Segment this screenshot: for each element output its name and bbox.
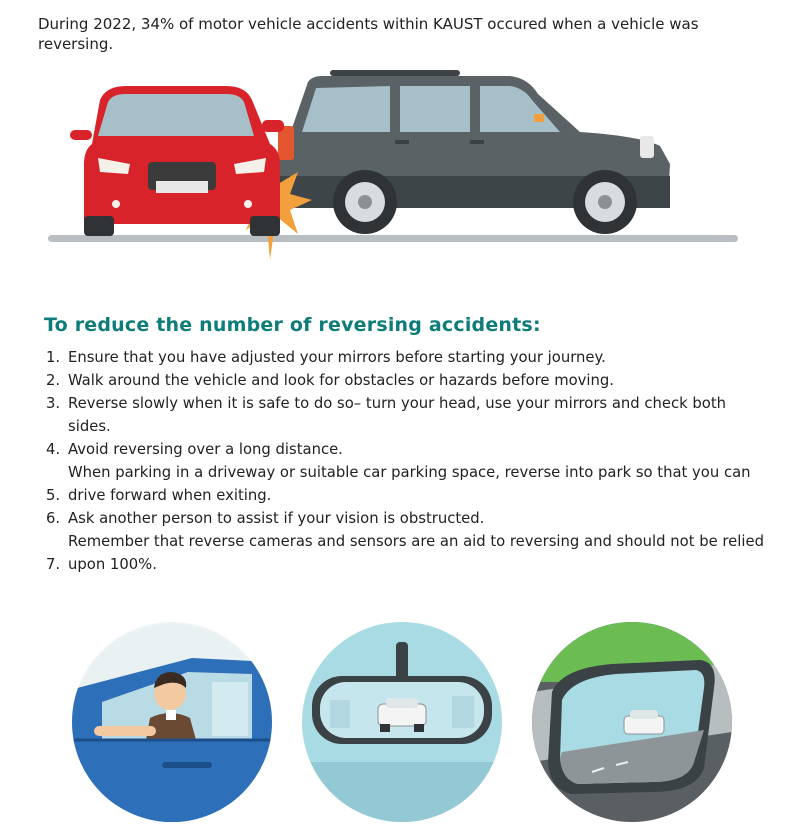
tips-list bbox=[38, 346, 764, 576]
list-item-text: Reverse slowly when it is safe to do so– turn your head, use your mirrors and check both bbox=[68, 395, 727, 412]
list-item bbox=[38, 507, 758, 530]
list-item-number: 2. bbox=[46, 372, 61, 389]
list-item-number: 3. bbox=[46, 395, 61, 412]
rearview-mirror-illustration bbox=[302, 622, 502, 822]
list-item bbox=[38, 346, 758, 369]
list-item bbox=[38, 438, 758, 461]
list-item-text: Ensure that you have adjusted your mirrors before starting your journey. bbox=[68, 349, 606, 366]
list-item-number: 4. bbox=[46, 441, 61, 458]
intro-text: During 2022, 34% of motor vehicle accidents within KAUST occured when a vehicle was reversing. bbox=[38, 15, 699, 53]
list-item-text: Walk around the vehicle and look for obstacles or hazards before moving. bbox=[68, 372, 615, 389]
list-item-text: Ask another person to assist if your vision is obstructed. bbox=[68, 510, 485, 527]
list-item bbox=[38, 461, 758, 484]
list-item-number: 7. bbox=[46, 556, 61, 573]
list-item-text: Remember that reverse cameras and sensors are an aid to reversing and should not be relied bbox=[68, 533, 764, 550]
section-heading: To reduce the number of reversing accidents: bbox=[44, 314, 541, 336]
side-mirror-illustration bbox=[532, 622, 732, 822]
list-item bbox=[38, 530, 764, 553]
list-item-text: Avoid reversing over a long distance. bbox=[68, 441, 343, 458]
list-item-text: drive forward when exiting. bbox=[68, 487, 272, 504]
suv-illustration bbox=[278, 70, 670, 234]
list-item bbox=[38, 484, 758, 507]
car-in-side-mirror-icon bbox=[624, 710, 664, 734]
reversing-collision-illustration bbox=[40, 64, 750, 264]
driver-turning-head-illustration bbox=[72, 622, 272, 822]
list-item-text: When parking in a driveway or suitable car parking space, reverse into park so that you can bbox=[68, 464, 751, 481]
list-item bbox=[38, 553, 758, 576]
list-item bbox=[38, 369, 758, 392]
list-item-number: 6. bbox=[46, 510, 61, 527]
list-item-text: sides. bbox=[68, 418, 111, 435]
list-item-number: 1. bbox=[46, 349, 61, 366]
list-item bbox=[38, 392, 758, 415]
list-item bbox=[38, 415, 758, 438]
list-item-text: upon 100%. bbox=[68, 556, 157, 573]
list-item-number: 5. bbox=[46, 487, 61, 504]
red-car-illustration bbox=[70, 86, 284, 236]
